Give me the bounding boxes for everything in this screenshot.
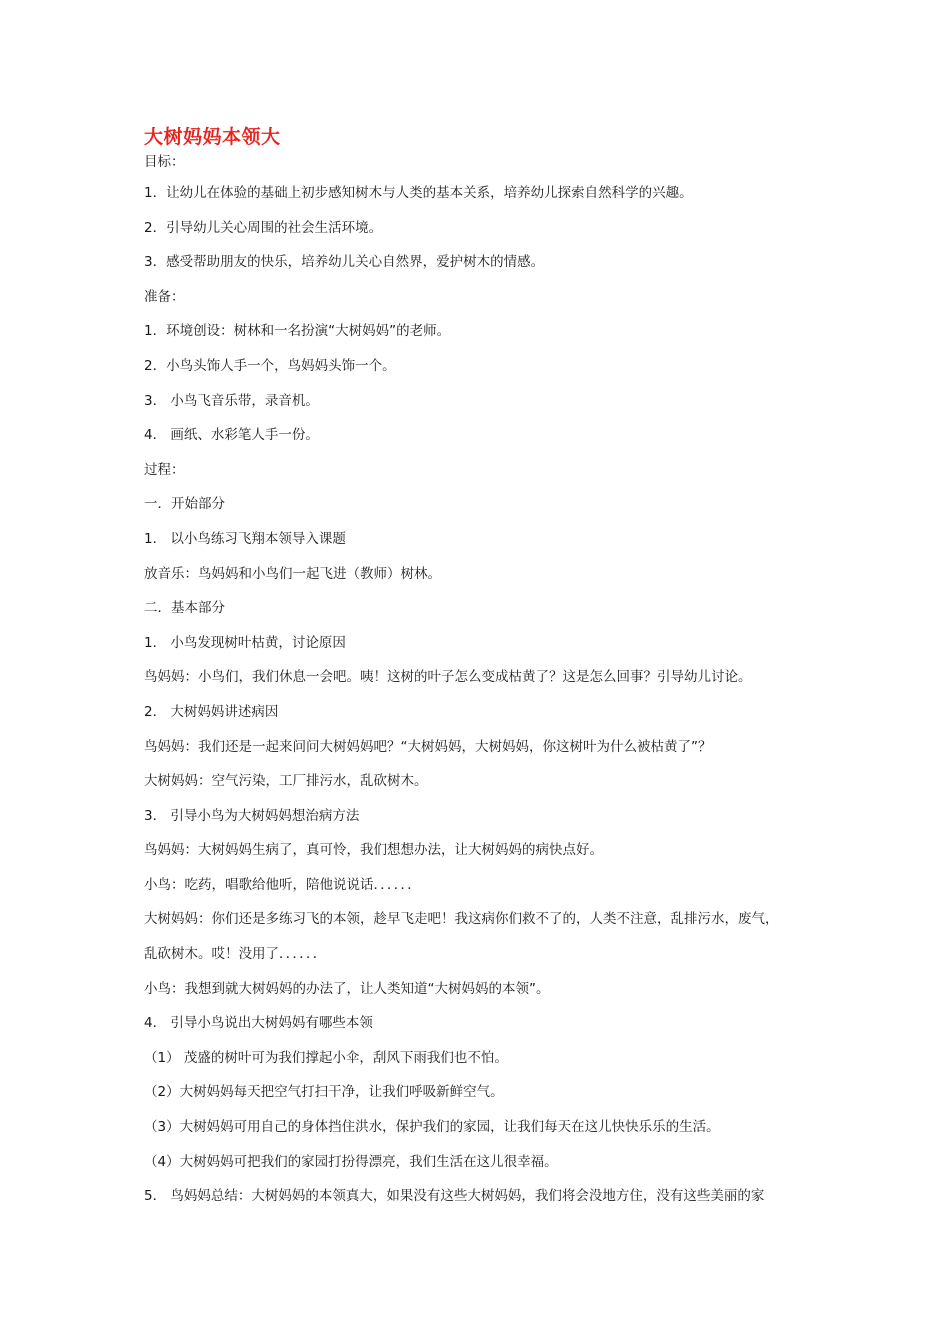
process-step: 1． 小鸟发现树叶枯黄，讨论原因 xyxy=(144,634,346,651)
section-heading-preparation: 准备： xyxy=(144,288,185,305)
dialogue-line-continued: 乱砍树木。哎！没用了．．．．．． xyxy=(144,946,327,963)
document-page xyxy=(144,124,824,1214)
section-heading-goals: 目标： xyxy=(144,154,185,170)
process-step: 4． 引导小鸟说出大树妈妈有哪些本领 xyxy=(144,1015,373,1032)
process-step: 2． 大树妈妈讲述病因 xyxy=(144,703,279,720)
ability-item: （4）大树妈妈可把我们的家园打扮得漂亮，我们生活在这儿很幸福。 xyxy=(144,1153,558,1170)
process-text: 放音乐：鸟妈妈和小鸟们一起飞进（教师）树林。 xyxy=(144,565,441,582)
dialogue-line: 小鸟：我想到就大树妈妈的办法了，让人类知道“大树妈妈的本领”。 xyxy=(144,980,550,997)
goal-item-1: 1．让幼儿在体验的基础上初步感知树木与人类的基本关系，培养幼儿探索自然科学的兴趣。 xyxy=(144,185,693,201)
goal-item-2: 2．引导幼儿关心周围的社会生活环境。 xyxy=(144,219,383,236)
preparation-item-4: 4． 画纸、水彩笔人手一份。 xyxy=(144,427,319,444)
process-step: 3． 引导小鸟为大树妈妈想治病方法 xyxy=(144,807,360,824)
process-part-2-heading: 二．基本部分 xyxy=(144,600,225,617)
process-step: 1． 以小鸟练习飞翔本领导入课题 xyxy=(144,530,346,547)
process-part-1-heading: 一．开始部分 xyxy=(144,496,225,513)
preparation-item-3: 3． 小鸟飞音乐带，录音机。 xyxy=(144,392,319,409)
preparation-item-1: 1．环境创设：树林和一名扮演“大树妈妈”的老师。 xyxy=(144,323,451,340)
ability-item: （1） 茂盛的树叶可为我们撑起小伞，刮风下雨我们也不怕。 xyxy=(144,1049,508,1066)
preparation-item-2: 2．小鸟头饰人手一个，鸟妈妈头饰一个。 xyxy=(144,357,396,374)
process-step: 5． 鸟妈妈总结：大树妈妈的本领真大，如果没有这些大树妈妈，我们将会没地方住，没有这些美丽的家 xyxy=(144,1188,765,1205)
dialogue-line: 小鸟：吃药，唱歌给他听，陪他说说话．．．．．． xyxy=(144,876,421,893)
dialogue-line: 鸟妈妈：我们还是一起来问问大树妈妈吧？“大树妈妈，大树妈妈，你这树叶为什么被枯黄了”？ xyxy=(144,738,712,755)
dialogue-line: 大树妈妈：空气污染，工厂排污水，乱砍树木。 xyxy=(144,773,428,790)
dialogue-line: 鸟妈妈：小鸟们，我们休息一会吧。咦！这树的叶子怎么变成枯黄了？这是怎么回事？引导幼儿讨论。 xyxy=(144,669,752,686)
dialogue-line: 大树妈妈：你们还是多练习飞的本领，趁早飞走吧！我这病你们救不了的，人类不注意，乱排污水，废气， xyxy=(144,911,779,928)
goal-item-3: 3．感受帮助朋友的快乐，培养幼儿关心自然界，爱护树木的情感。 xyxy=(144,254,545,271)
document-title: 大树妈妈本领大 xyxy=(144,126,281,148)
section-heading-process: 过程： xyxy=(144,461,185,478)
ability-item: （3）大树妈妈可用自己的身体挡住洪水，保护我们的家园，让我们每天在这儿快快乐乐的生活。 xyxy=(144,1119,720,1136)
dialogue-line: 鸟妈妈：大树妈妈生病了，真可怜，我们想想办法，让大树妈妈的病快点好。 xyxy=(144,842,603,859)
ability-item: （2）大树妈妈每天把空气打扫干净，让我们呼吸新鲜空气。 xyxy=(144,1084,504,1101)
